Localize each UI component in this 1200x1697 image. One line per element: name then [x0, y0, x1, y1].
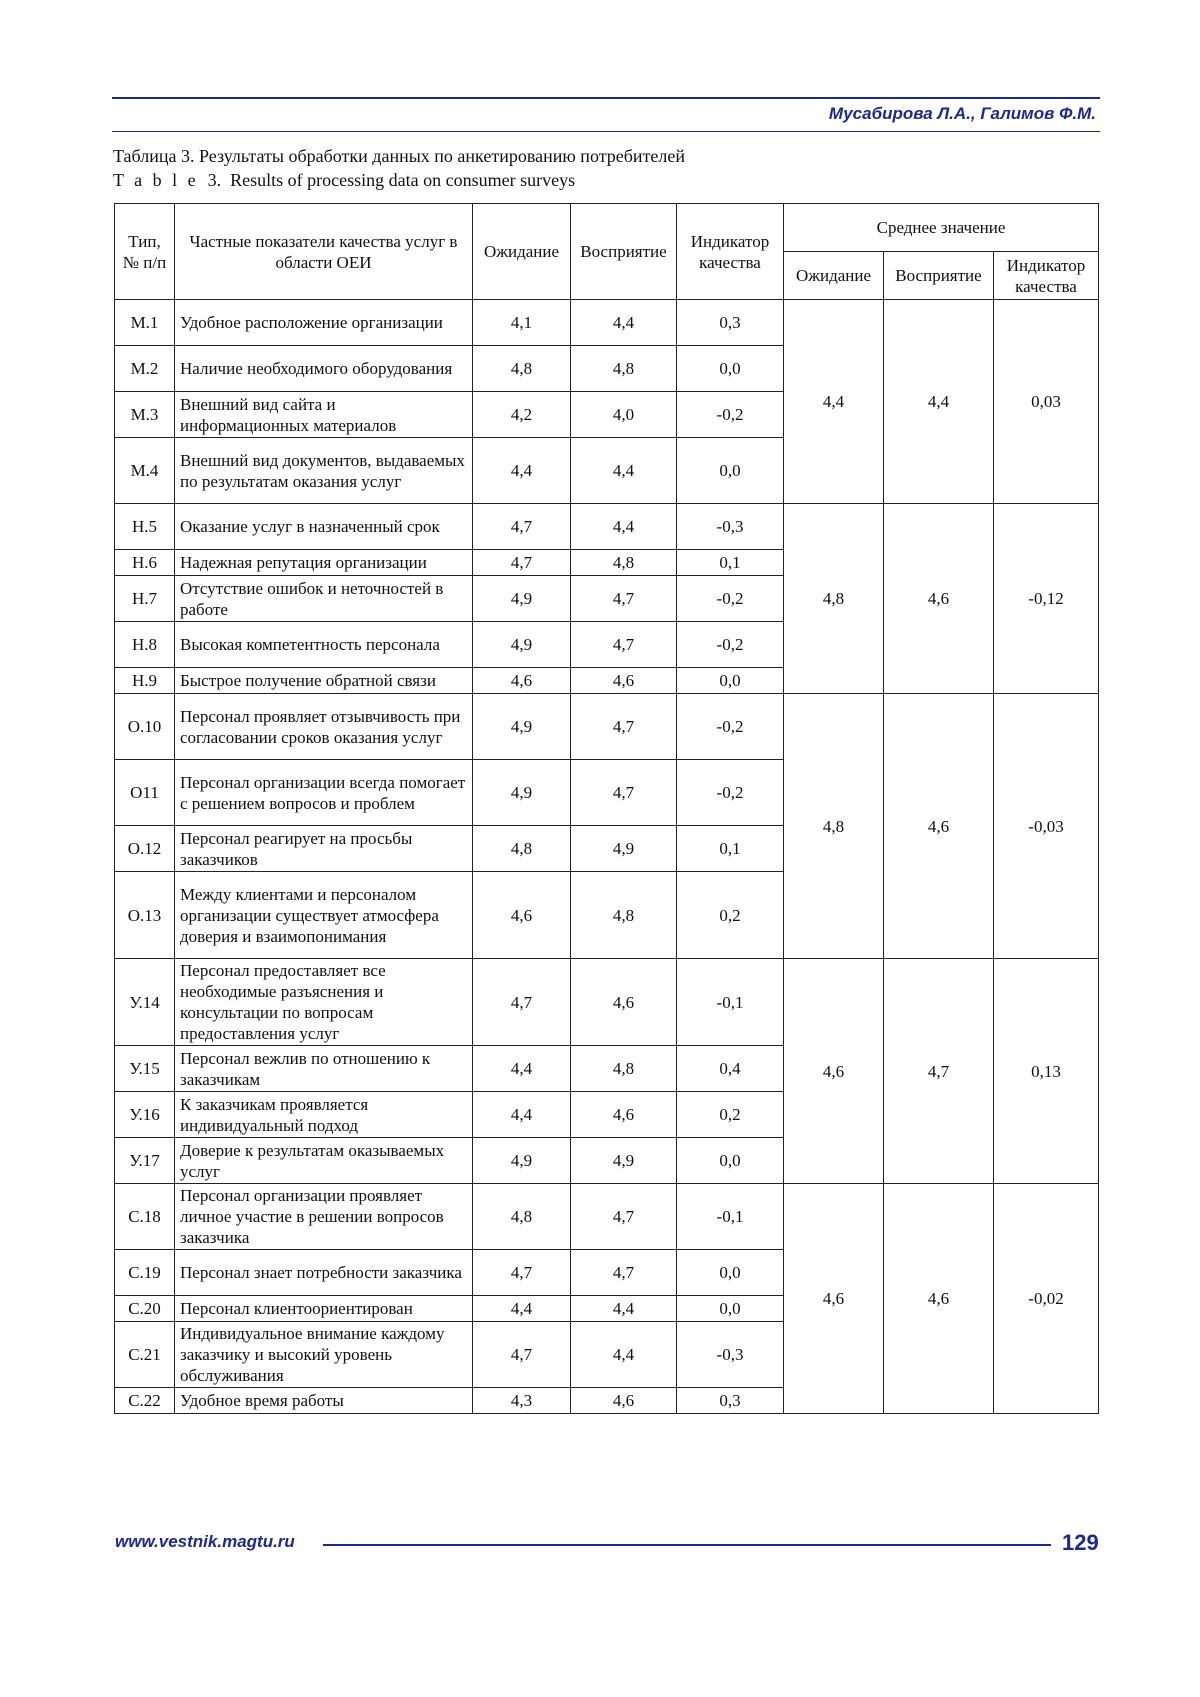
row-expectation: 4,9 — [473, 694, 571, 760]
group-avg-perception: 4,4 — [884, 300, 994, 504]
row-quality: -0,2 — [677, 760, 784, 826]
row-expectation: 4,8 — [473, 346, 571, 392]
row-perception: 4,6 — [571, 668, 677, 694]
row-type: М.2 — [115, 346, 175, 392]
row-expectation: 4,4 — [473, 1296, 571, 1322]
table-title-en: 3. Results of processing data on consumer surveys — [199, 170, 575, 190]
row-expectation: 4,4 — [473, 1046, 571, 1092]
row-expectation: 4,9 — [473, 622, 571, 668]
row-type: У.17 — [115, 1138, 175, 1184]
row-perception: 4,0 — [571, 392, 677, 438]
page-number: 129 — [1062, 1530, 1099, 1556]
row-perception: 4,7 — [571, 1250, 677, 1296]
row-quality: 0,1 — [677, 550, 784, 576]
group-avg-quality: -0,03 — [994, 694, 1099, 959]
row-expectation: 4,8 — [473, 1184, 571, 1250]
row-indicator: Индивидуальное внимание каждому заказчику и высокий уровень обслуживания — [175, 1322, 473, 1388]
group-avg-expectation: 4,6 — [784, 959, 884, 1184]
table-row — [115, 694, 1099, 760]
footer-url[interactable]: www.vestnik.magtu.ru — [115, 1532, 295, 1552]
row-quality: 0,0 — [677, 1250, 784, 1296]
group-avg-perception: 4,6 — [884, 1184, 994, 1414]
footer-rule — [323, 1544, 1051, 1546]
row-type: М.1 — [115, 300, 175, 346]
row-indicator: Доверие к результатам оказываемых услуг — [175, 1138, 473, 1184]
row-indicator: Надежная репутация организации — [175, 550, 473, 576]
header-rule — [112, 97, 1100, 99]
row-type: С.18 — [115, 1184, 175, 1250]
row-perception: 4,8 — [571, 550, 677, 576]
row-indicator: Персонал организации всегда помогает с решением вопросов и проблем — [175, 760, 473, 826]
row-quality: 0,0 — [677, 1296, 784, 1322]
row-perception: 4,8 — [571, 1046, 677, 1092]
header-indicators: Частные показатели качества услуг в области ОЕИ — [175, 204, 473, 300]
row-expectation: 4,2 — [473, 392, 571, 438]
row-quality: -0,2 — [677, 576, 784, 622]
group-avg-perception: 4,6 — [884, 504, 994, 694]
results-table — [114, 203, 1099, 1414]
table-caption-ru: Таблица 3. Результаты обработки данных по анкетированию потребителей — [113, 145, 685, 167]
row-expectation: 4,6 — [473, 668, 571, 694]
row-expectation: 4,7 — [473, 1250, 571, 1296]
row-indicator: Внешний вид документов, выдаваемых по результатам оказания услуг — [175, 438, 473, 504]
table-body — [115, 300, 1099, 1414]
row-expectation: 4,6 — [473, 872, 571, 959]
row-perception: 4,8 — [571, 346, 677, 392]
row-indicator: Быстрое получение обратной связи — [175, 668, 473, 694]
row-quality: -0,1 — [677, 1184, 784, 1250]
group-avg-perception: 4,6 — [884, 694, 994, 959]
row-perception: 4,6 — [571, 959, 677, 1046]
row-type: Н.7 — [115, 576, 175, 622]
row-type: М.4 — [115, 438, 175, 504]
row-quality: -0,2 — [677, 392, 784, 438]
row-quality: -0,3 — [677, 1322, 784, 1388]
header-expectation: Ожидание — [473, 204, 571, 300]
row-type: Н.8 — [115, 622, 175, 668]
group-avg-perception: 4,7 — [884, 959, 994, 1184]
row-quality: 0,4 — [677, 1046, 784, 1092]
row-expectation: 4,4 — [473, 438, 571, 504]
table-row — [115, 504, 1099, 550]
row-expectation: 4,9 — [473, 576, 571, 622]
row-quality: 0,0 — [677, 438, 784, 504]
row-type: Н.6 — [115, 550, 175, 576]
row-expectation: 4,1 — [473, 300, 571, 346]
group-avg-quality: -0,12 — [994, 504, 1099, 694]
row-perception: 4,8 — [571, 872, 677, 959]
row-expectation: 4,7 — [473, 959, 571, 1046]
row-indicator: Персонал организации проявляет личное участие в решении вопросов заказчика — [175, 1184, 473, 1250]
row-type: У.15 — [115, 1046, 175, 1092]
row-quality: 0,1 — [677, 826, 784, 872]
row-expectation: 4,9 — [473, 1138, 571, 1184]
row-type: С.19 — [115, 1250, 175, 1296]
row-indicator: Персонал знает потребности заказчика — [175, 1250, 473, 1296]
row-perception: 4,6 — [571, 1092, 677, 1138]
table-label-en: T a b l e — [113, 170, 199, 190]
row-type: С.20 — [115, 1296, 175, 1322]
row-type: С.21 — [115, 1322, 175, 1388]
header-avg-perception: Восприятие — [884, 252, 994, 300]
row-perception: 4,7 — [571, 576, 677, 622]
running-head-authors: Мусабирова Л.А., Галимов Ф.М. — [829, 104, 1096, 124]
table-row — [115, 300, 1099, 346]
header-avg-expectation: Ожидание — [784, 252, 884, 300]
row-quality: 0,2 — [677, 1092, 784, 1138]
row-type: О.10 — [115, 694, 175, 760]
row-type: У.14 — [115, 959, 175, 1046]
row-type: Н.5 — [115, 504, 175, 550]
group-avg-quality: -0,02 — [994, 1184, 1099, 1414]
row-perception: 4,4 — [571, 1322, 677, 1388]
table-caption-en — [113, 169, 575, 191]
header-avg-quality: Индикатор качества — [994, 252, 1099, 300]
row-perception: 4,4 — [571, 300, 677, 346]
group-avg-quality: 0,03 — [994, 300, 1099, 504]
row-perception: 4,7 — [571, 622, 677, 668]
row-expectation: 4,4 — [473, 1092, 571, 1138]
row-expectation: 4,3 — [473, 1388, 571, 1414]
row-indicator: Персонал клиентоориентирован — [175, 1296, 473, 1322]
row-expectation: 4,8 — [473, 826, 571, 872]
header-perception: Восприятие — [571, 204, 677, 300]
row-indicator: Удобное время работы — [175, 1388, 473, 1414]
row-quality: 0,3 — [677, 1388, 784, 1414]
row-perception: 4,7 — [571, 694, 677, 760]
header-type: Тип, № п/п — [115, 204, 175, 300]
group-avg-expectation: 4,6 — [784, 1184, 884, 1414]
table-row — [115, 959, 1099, 1046]
row-quality: 0,0 — [677, 668, 784, 694]
row-type: С.22 — [115, 1388, 175, 1414]
row-type: У.16 — [115, 1092, 175, 1138]
row-expectation: 4,7 — [473, 550, 571, 576]
row-expectation: 4,7 — [473, 1322, 571, 1388]
row-indicator: Персонал реагирует на просьбы заказчиков — [175, 826, 473, 872]
row-perception: 4,4 — [571, 438, 677, 504]
row-indicator: Удобное расположение организации — [175, 300, 473, 346]
row-indicator: Высокая компетентность персонала — [175, 622, 473, 668]
row-quality: 0,0 — [677, 1138, 784, 1184]
row-type: О.12 — [115, 826, 175, 872]
row-perception: 4,6 — [571, 1388, 677, 1414]
row-indicator: Между клиентами и персоналом организации существует атмосфера доверия и взаимопонимания — [175, 872, 473, 959]
row-quality: -0,2 — [677, 622, 784, 668]
row-indicator: Персонал вежлив по отношению к заказчикам — [175, 1046, 473, 1092]
row-indicator: Наличие необходимого оборудования — [175, 346, 473, 392]
group-avg-expectation: 4,8 — [784, 694, 884, 959]
header-sub-rule — [112, 131, 1100, 132]
group-avg-expectation: 4,8 — [784, 504, 884, 694]
row-type: О11 — [115, 760, 175, 826]
row-quality: -0,1 — [677, 959, 784, 1046]
row-type: М.3 — [115, 392, 175, 438]
row-quality: 0,2 — [677, 872, 784, 959]
row-indicator: К заказчикам проявляется индивидуальный подход — [175, 1092, 473, 1138]
row-perception: 4,4 — [571, 1296, 677, 1322]
row-quality: 0,3 — [677, 300, 784, 346]
header-quality: Индикатор качества — [677, 204, 784, 300]
row-quality: -0,3 — [677, 504, 784, 550]
row-type: О.13 — [115, 872, 175, 959]
row-perception: 4,9 — [571, 1138, 677, 1184]
table-row — [115, 1184, 1099, 1250]
row-expectation: 4,7 — [473, 504, 571, 550]
row-perception: 4,7 — [571, 1184, 677, 1250]
row-indicator: Персонал проявляет отзывчивость при согласовании сроков оказания услуг — [175, 694, 473, 760]
header-average: Среднее значение — [784, 204, 1099, 252]
row-quality: 0,0 — [677, 346, 784, 392]
row-perception: 4,4 — [571, 504, 677, 550]
group-avg-quality: 0,13 — [994, 959, 1099, 1184]
row-indicator: Персонал предоставляет все необходимые разъяснения и консультации по вопросам предоставления услуг — [175, 959, 473, 1046]
row-type: Н.9 — [115, 668, 175, 694]
row-expectation: 4,9 — [473, 760, 571, 826]
row-perception: 4,7 — [571, 760, 677, 826]
row-indicator: Внешний вид сайта и информационных материалов — [175, 392, 473, 438]
group-avg-expectation: 4,4 — [784, 300, 884, 504]
row-quality: -0,2 — [677, 694, 784, 760]
row-indicator: Отсутствие ошибок и неточностей в работе — [175, 576, 473, 622]
row-indicator: Оказание услуг в назначенный срок — [175, 504, 473, 550]
row-perception: 4,9 — [571, 826, 677, 872]
